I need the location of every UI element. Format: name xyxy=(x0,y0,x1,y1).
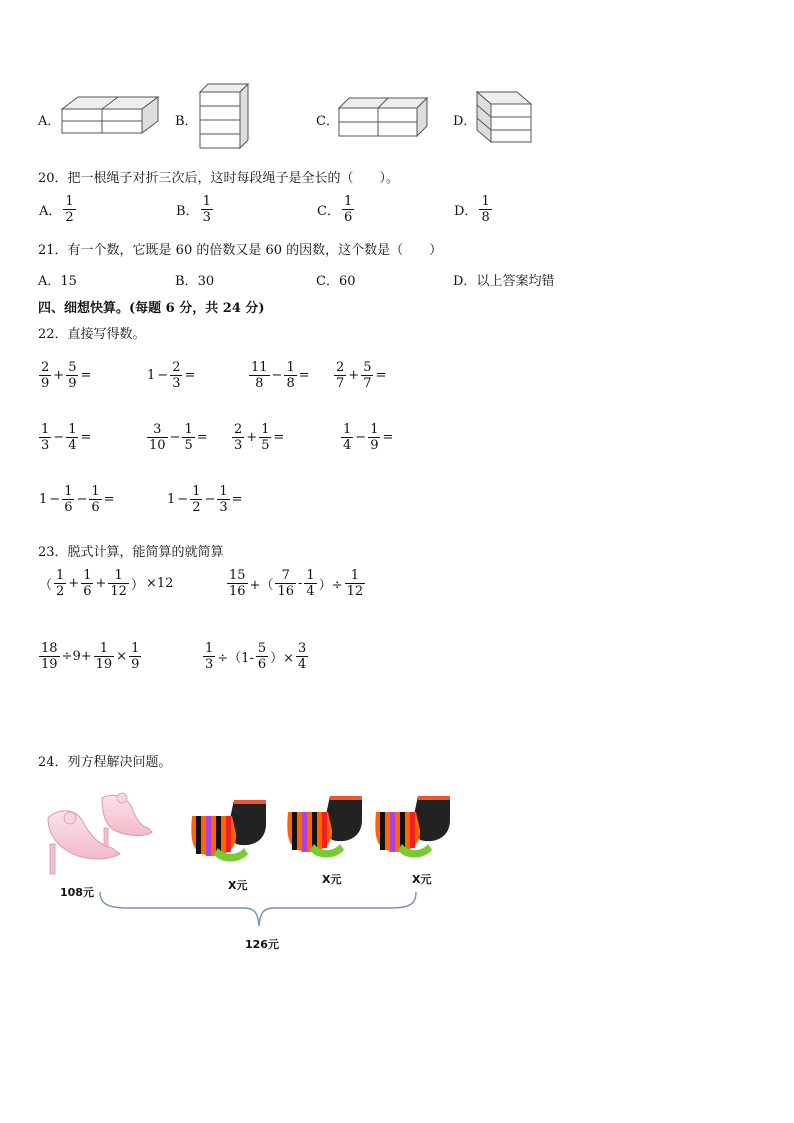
q20-stem: 20．把一根绳子对折三次后，这时每段绳子是全长的（ ）。 xyxy=(38,171,400,186)
socks-image-3 xyxy=(372,794,454,858)
option-letter: D． xyxy=(454,204,478,219)
q22-row1-expr2: 1 − $\frac{2}{3}$ = xyxy=(147,360,196,391)
q23-expr-d: $\frac{1}{3}$ ÷（1- $\frac{5}{6}$ ）× $\frac{3}{4}$ xyxy=(205,641,307,672)
option-letter: A． xyxy=(38,274,61,289)
q20-option-a[interactable] xyxy=(38,194,77,225)
q22-row1-expr3: $\frac{11}{8}$ − $\frac{1}{8}$ = xyxy=(251,360,310,391)
q21-stem: 21．有一个数，它既是 60 的倍数又是 60 的因数，这个数是（ ） xyxy=(38,243,443,258)
q19-option-c-figure xyxy=(337,96,429,138)
q22-row2-expr4: $\frac{1}{4}$ − $\frac{1}{9}$ = xyxy=(343,422,394,453)
q22-row3-expr1: 1 − $\frac{1}{6}$ − $\frac{1}{6}$ = xyxy=(39,484,115,515)
high-heel-shoes-image xyxy=(40,778,160,878)
option-letter: C． xyxy=(316,274,339,289)
q19-option-a-figure xyxy=(60,95,160,137)
q22-row1-expr4: $\frac{2}{7}$ + $\frac{5}{7}$ = xyxy=(336,360,387,391)
option-letter: B． xyxy=(175,274,198,289)
q23-expr-b: $\frac{15}{16}$ +（ $\frac{7}{16}$ - $\frac{1}{4}$ ）÷ $\frac{1}{12}$ xyxy=(229,568,364,599)
q22-row2-expr2: $\frac{3}{10}$ − $\frac{1}{5}$ = xyxy=(149,422,208,453)
q22-row3-expr2: 1 − $\frac{1}{2}$ − $\frac{1}{3}$ = xyxy=(167,484,243,515)
shoe-price-label: 108元 xyxy=(60,886,94,899)
q24-stem: 24．列方程解决问题。 xyxy=(38,755,172,770)
total-price-label: 126元 xyxy=(245,938,279,951)
option-letter: C． xyxy=(317,204,340,219)
option-text: 15 xyxy=(60,274,77,289)
q19-option-c-letter: C． xyxy=(316,114,339,129)
q23-expr-c: $\frac{18}{19}$ ÷9+ $\frac{1}{19}$ × $\frac{1}{9}$ xyxy=(41,641,140,672)
socks-image-1 xyxy=(188,798,270,862)
fraction: $\frac{1}{8}$ xyxy=(481,194,490,225)
fraction: $\frac{1}{3}$ xyxy=(202,194,211,225)
section-4-title: 四、细想快算。(每题 6 分，共 24 分) xyxy=(38,301,265,316)
q23-stem: 23．脱式计算，能简算的就简算 xyxy=(38,545,224,560)
q21-option-c[interactable] xyxy=(316,270,356,289)
q21-option-d[interactable] xyxy=(453,270,554,289)
sock-price-label-3: X元 xyxy=(412,873,432,886)
option-letter: B． xyxy=(176,204,199,219)
q22-row2-expr3: $\frac{2}{3}$ + $\frac{1}{5}$ = xyxy=(234,422,285,453)
q23-expr-a: （ $\frac{1}{2}$ + $\frac{1}{6}$ + $\frac{1}{12}$ ） ×12 xyxy=(39,568,174,599)
q20-option-b[interactable] xyxy=(175,194,214,225)
q22-row1-expr1: $\frac{2}{9}$ + $\frac{5}{9}$ = xyxy=(41,360,92,391)
option-text: 30 xyxy=(197,274,215,289)
q19-option-d-figure xyxy=(475,90,537,145)
option-letter: D． xyxy=(453,274,477,289)
socks-image-2 xyxy=(284,794,366,858)
q21-option-a[interactable] xyxy=(38,270,77,289)
fraction: $\frac{1}{2}$ xyxy=(65,194,74,225)
q22-stem: 22．直接写得数。 xyxy=(38,327,146,342)
option-text: 以上答案均错 xyxy=(476,274,555,289)
q21-option-b[interactable] xyxy=(175,270,214,289)
q20-option-c[interactable] xyxy=(316,194,355,225)
q19-option-d-letter: D． xyxy=(453,114,477,129)
fraction: $\frac{1}{6}$ xyxy=(343,194,353,225)
sock-price-label-1: X元 xyxy=(228,879,248,892)
sock-price-label-2: X元 xyxy=(322,873,342,886)
q19-option-b-figure xyxy=(198,82,250,150)
q22-row2-expr1: $\frac{1}{3}$ − $\frac{1}{4}$ = xyxy=(41,422,92,453)
q19-option-b-letter: B． xyxy=(175,114,198,129)
q19-option-a-letter: A． xyxy=(38,114,61,129)
q20-option-d[interactable] xyxy=(453,194,493,225)
total-brace xyxy=(98,890,420,930)
option-letter: A． xyxy=(39,204,62,219)
option-text: 60 xyxy=(338,274,356,289)
